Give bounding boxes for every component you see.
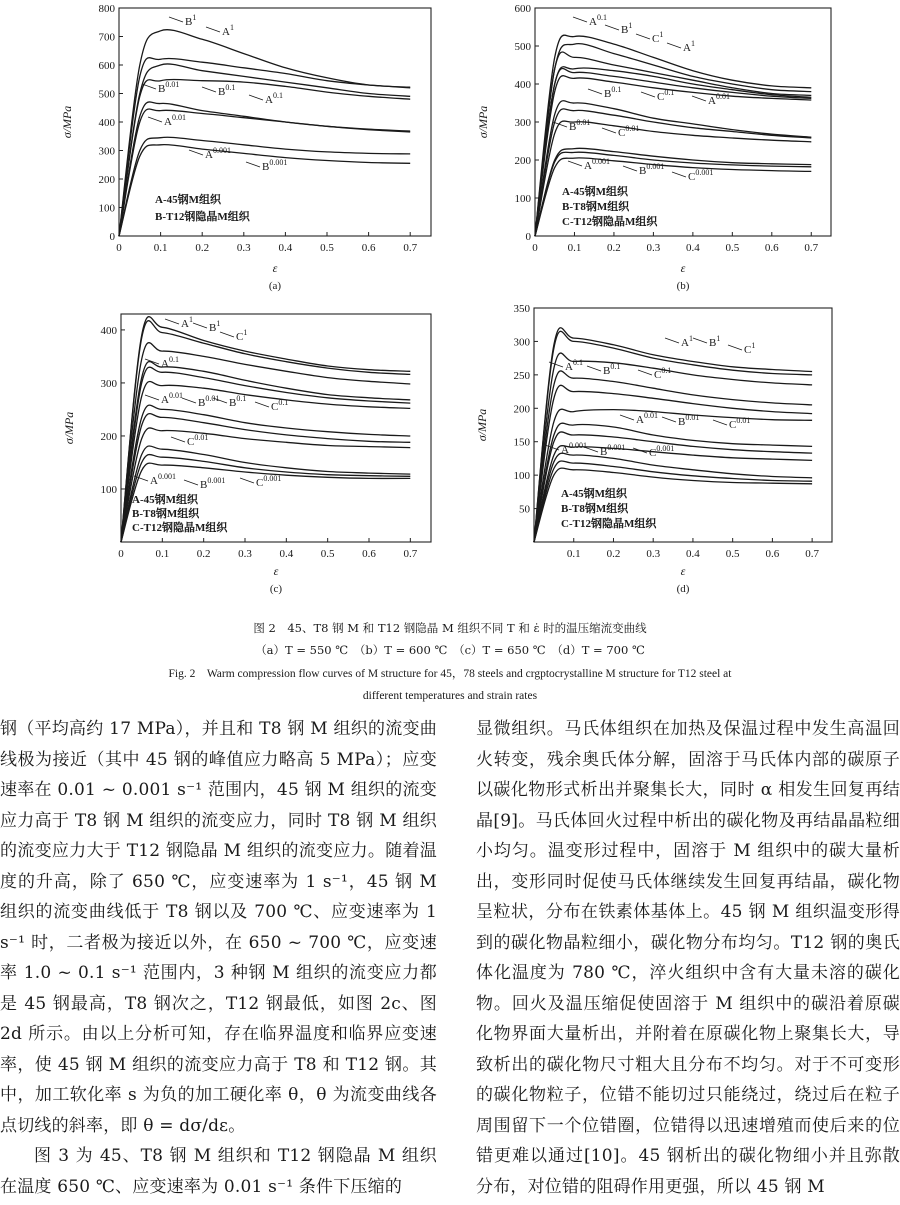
annotation-leader [667,43,681,48]
curve-annotation: $B^{0.001}$ [200,476,226,491]
legend-entry: B-T12钢隐晶M组织 [155,211,250,223]
legend-entry: B-T8钢M组织 [561,503,629,515]
y-tick-label: 150 [513,436,530,449]
figure-caption-zh-sub: （a）T = 550 ℃ （b）T = 600 ℃ （c）T = 650 ℃ （d）T = 700 ℃ [255,643,645,657]
curve-annotation: $B^{0.1}$ [604,85,622,100]
curve-annotation: $A^{0.01}$ [164,113,186,128]
x-tick-label: 0.4 [686,548,700,560]
x-tick-label: 0.4 [685,242,700,254]
curve-annotation: $A^{0.1}$ [265,91,283,106]
curve-annotation: $B^{0.1}$ [218,83,236,98]
x-tick-label: 0.2 [607,242,621,254]
panel-label: (c) [269,583,283,595]
curve-annotation: $C^{0.01}$ [729,416,751,431]
annotation-leader [568,161,582,166]
curve-annotation: $C^1$ [652,30,664,45]
annotation-leader [182,398,196,403]
annotation-leader [169,17,183,22]
annotation-leader [587,366,601,371]
curve-annotation: $C^{0.01}$ [618,124,640,139]
curve-annotation: $B^{0.1}$ [229,394,247,409]
curve-annotation: $C^{0.001}$ [649,444,675,459]
y-tick-label: 400 [100,324,117,337]
x-tick-label: 0 [532,242,538,254]
figure-caption-en-line2: different temperatures and strain rates [362,690,538,702]
x-tick-label: 0.3 [646,548,661,560]
curve-annotation: $B^{0.1}$ [603,362,621,377]
y-axis-title: σ/MPa [60,105,74,139]
curve-annotation: $B^{0.001}$ [600,443,626,458]
annotation-leader [692,96,706,101]
y-tick-label: 0 [525,231,531,243]
y-tick-label: 600 [514,3,531,15]
y-tick-label: 400 [514,79,531,91]
y-tick-label: 200 [98,174,115,186]
annotation-leader [623,166,637,171]
annotation-leader [728,345,742,350]
figure-caption-zh: 图 2 45、T8 钢 M 和 T12 钢隐晶 M 组织不同 T 和 ε̇ 时的温压缩流变曲线 [253,621,647,635]
curve-annotation: $A^1$ [683,39,695,54]
curve-annotation: $B^{0.01}$ [678,413,700,428]
x-tick-label: 0.1 [155,548,170,560]
annotation-leader [641,92,655,97]
x-tick-label: 0.6 [764,242,779,254]
x-tick-label: 0.5 [320,242,334,254]
curve-annotation: $B^1$ [709,334,721,349]
legend-entry: C-T12钢隐晶M组织 [562,216,658,228]
legend-entry: C-T12钢隐晶M组织 [561,518,657,530]
curve-annotation: $A^{0.001}$ [205,146,231,161]
curve-annotation: $C^{0.001}$ [256,474,282,489]
legend-entry: B-T8钢M组织 [562,201,630,213]
y-tick-label: 400 [98,117,115,129]
y-tick-label: 100 [98,202,115,215]
curve-annotation: $A^1$ [181,315,193,330]
y-axis-title: σ/MPa [62,411,76,445]
body-left-column [0,714,437,1202]
legend-entry: B-T8钢M组织 [132,508,200,520]
panel-a [60,3,431,292]
y-tick-label: 200 [100,430,117,443]
curve-annotation: $A^{0.001}$ [150,472,176,487]
curve-annotation: $A^{0.1}$ [161,355,179,370]
x-tick-label: 0 [118,548,124,560]
curve-annotation: $A^{0.001}$ [584,157,610,172]
x-tick-label: 0.3 [236,242,251,254]
x-tick-label: 0.6 [362,548,376,560]
x-tick-label: 0.5 [320,548,335,560]
y-tick-label: 350 [513,303,530,315]
legend-entry: A-45钢M组织 [155,194,221,206]
curve-annotation: $A^1$ [681,334,693,349]
x-tick-label: 0.3 [646,242,661,254]
curve-annotation: $A^{0.01}$ [636,411,658,426]
y-axis-title: σ/MPa [475,408,489,442]
annotation-leader [145,395,159,400]
annotation-leader [602,128,616,133]
x-axis-title: ε [273,564,279,578]
x-tick-label: 0.1 [153,242,168,254]
y-tick-label: 500 [514,41,531,53]
panel-b [476,3,831,292]
panel-label: (b) [676,280,690,292]
x-tick-label: 0.1 [567,242,582,254]
annotation-leader [171,437,185,442]
annotation-leader [184,480,198,485]
curve-annotation: $B^{0.01}$ [198,394,220,409]
panel-c [62,314,431,595]
x-tick-label: 0.5 [725,548,740,560]
annotation-leader [206,27,220,32]
y-tick-label: 300 [513,336,530,349]
curve-annotation: $A^{0.001}$ [561,441,587,456]
annotation-leader [713,420,727,425]
y-tick-label: 600 [98,60,115,72]
paragraph-right-1: 显微组织。马氏体组织在加热及保温过程中发生高温回火转变，残余奥氏体分解，固溶于马氏体内部的碳原子以碳化物形式析出并聚集长大，同时 α 相发生回复再结晶[9]。马氏体回火过程中析出的碳化物及再结晶晶粒细小均匀。温变形过程中，固溶于 M 组织中的碳大量析出，变形同时促使马氏体继续发生回复再结晶，碳化物呈粒状，分布在铁素体基体上。45 钢 M 组织温变形得到的碳化物晶粒细小，碳化物分布均匀。T12 钢的奥氏体化温度为 780 ℃，淬火组织中含有大量未溶的碳化物。回火及温压缩促使固溶于 M 组织中的碳沿着原碳化物界面大量析出，并附着在原碳化物上聚集长大，导致析出的碳化物尺寸粗大且分布不均匀。对于不可变形的碳化物粒子，位错不能切过只能绕过，绕过后在粒子周围留下一个位错圈，位错得以迅速增殖而使后来的位错更难以通过[10]。45 钢析出的碳化物细小并且弥散分布，对位错的阻碍作用更强，所以 45 钢 M [476,719,900,1197]
annotation-leader [605,25,619,30]
y-tick-label: 0 [109,231,115,243]
curve-annotation: $C^{0.1}$ [657,88,675,103]
y-tick-label: 200 [513,403,530,416]
y-tick-label: 300 [514,117,531,129]
y-tick-label: 250 [513,369,530,382]
annotation-leader [189,150,203,155]
annotation-leader [193,323,207,328]
curve-annotation: $A^{0.1}$ [589,13,607,28]
x-axis-title: ε [680,261,686,275]
annotation-leader [202,87,216,92]
annotation-leader [665,338,679,343]
annotation-leader [662,417,676,422]
annotation-leader [573,17,587,22]
legend-entry: C-T12钢隐晶M组织 [132,522,228,534]
x-tick-label: 0.3 [238,548,252,560]
x-tick-label: 0.6 [765,548,780,560]
curve-annotation: $A^{0.1}$ [565,358,583,373]
annotation-leader [148,117,162,122]
annotation-leader [246,162,260,167]
annotation-leader [588,89,602,94]
x-tick-label: 0.7 [403,242,418,254]
x-tick-label: 0.1 [566,548,581,560]
panel-label: (d) [676,583,690,595]
curve-annotation: $A^{0.01}$ [161,391,183,406]
y-tick-label: 100 [100,483,117,496]
y-tick-label: 50 [519,503,530,516]
y-tick-label: 500 [98,88,115,101]
x-tick-label: 0.6 [361,242,376,254]
paragraph-left-2: 图 3 为 45、T8 钢 M 组织和 T12 钢隐晶 M 组织在温度 650 ℃、应变速率为 0.01 s⁻¹ 条件下压缩的 [0,1146,437,1197]
y-axis-title: σ/MPa [476,105,490,139]
x-tick-label: 0.7 [403,548,418,560]
y-tick-label: 300 [98,145,115,158]
curve-annotation: $B^{0.01}$ [569,118,591,133]
y-tick-label: 100 [514,193,531,205]
curve-annotation: $A^1$ [222,23,234,38]
annotation-leader [240,478,254,483]
annotation-leader [220,332,234,337]
curve-annotation: $B^{0.001}$ [262,158,288,173]
annotation-leader [638,370,652,375]
annotation-leader [255,402,269,407]
annotation-leader [636,34,650,39]
paragraph-left-1: 钢（平均高约 17 MPa），并且和 T8 钢 M 组织的流变曲线极为接近（其中 45 钢的峰值应力略高 5 MPa）；应变速率在 0.01 ~ 0.001 s⁻¹ 范围内，45 钢 M 组织的流变应力高于 T8 钢 M 组织的流变应力，同时 T8 钢 M 组织的流变应力大于 T12 钢隐晶 M 组织的流变应力。随着温度的升高，除了 650 ℃，应变速率为 1 s⁻¹，45 钢 M 组织的流变曲线低于 T8 钢以及 700 ℃、应变速率为 1 s⁻¹ 时，二者极为接近以外，在 650 ~ 700 ℃，应变速率 1.0 ~ 0.1 s⁻¹ 范围内，3 种钢 M 组织的流变应力都是 45 钢最高，T8 钢次之，T12 钢最低，如图 2c、图 2d 所示。由以上分析可知，存在临界温度和临界应变速率，使 45 钢 M 组织的流变应力高于 T8 和 T12 钢。其中，加工软化率 s 为负的加工硬化率 θ，θ 为流变曲线各点切线的斜率，即 θ = dσ/dε。 [0,719,437,1136]
curve-annotation: $B^1$ [185,13,197,28]
annotation-leader [672,172,686,177]
annotation-leader [620,415,634,420]
x-tick-label: 0.4 [278,242,293,254]
legend-entry: A-45钢M组织 [561,488,627,500]
y-tick-label: 200 [514,155,531,167]
legend-entry: A-45钢M组织 [132,494,198,506]
annotation-leader [142,84,156,89]
x-axis-title: ε [680,564,686,578]
y-tick-label: 800 [98,3,115,15]
curve-annotation: $A^{0.01}$ [708,92,730,107]
x-tick-label: 0.4 [279,548,294,560]
y-tick-label: 700 [98,31,115,44]
panel-label: (a) [268,280,282,292]
annotation-leader [165,319,179,324]
annotation-leader [693,338,707,343]
panel-d [475,303,832,595]
x-axis-title: ε [272,261,278,275]
curve-annotation: $C^1$ [744,341,756,356]
x-tick-label: 0.2 [606,548,621,560]
curve-annotation: $B^1$ [209,319,221,334]
x-tick-label: 0 [116,242,122,254]
body-right-column [476,714,900,1202]
x-tick-label: 0.7 [804,242,819,254]
flow-curve-A0.1 [534,371,812,542]
x-tick-label: 0.2 [195,242,210,254]
curve-annotation: $B^1$ [621,21,633,36]
legend-entry: A-45钢M组织 [562,186,628,198]
curve-annotation: $C^{0.1}$ [654,366,672,381]
annotation-leader [249,95,263,100]
y-tick-label: 100 [513,470,530,483]
y-tick-label: 300 [100,377,117,390]
curve-annotation: $B^{0.01}$ [158,80,180,95]
curve-annotation: $B^{0.001}$ [639,162,665,177]
curve-annotation: $C^{0.01}$ [187,433,209,448]
curve-annotation: $C^{0.001}$ [688,168,714,183]
curve-annotation: $C^1$ [236,328,248,343]
x-tick-label: 0.7 [805,548,820,560]
curve-annotation: $C^{0.1}$ [271,398,289,413]
figure-caption-en-line1: Fig. 2 Warm compression flow curves of M structure for 45，78 steels and crgptocrystalline M structure for T12 steel at [168,668,732,680]
x-tick-label: 0.5 [725,242,740,254]
x-tick-label: 0.2 [196,548,211,560]
